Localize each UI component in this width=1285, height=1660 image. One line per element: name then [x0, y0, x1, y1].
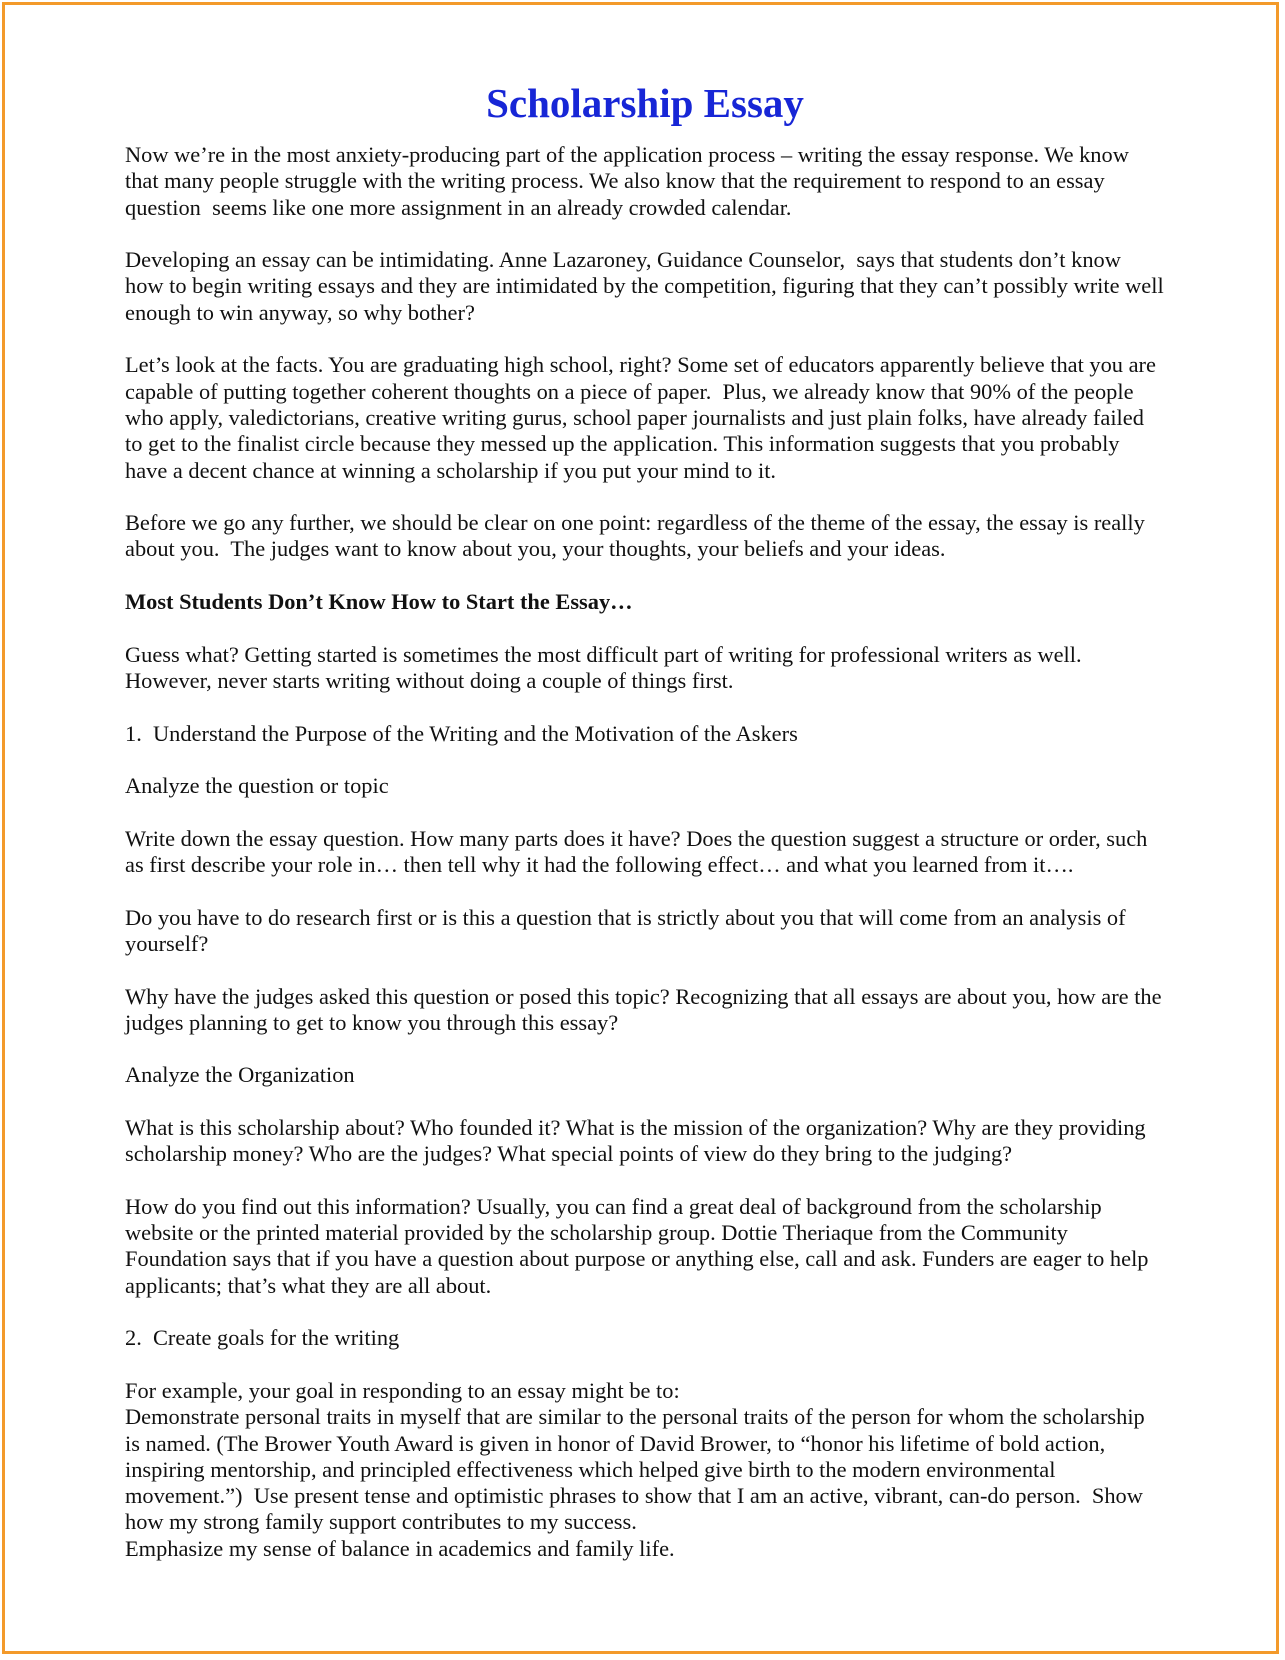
- example-intro-line: For example, your goal in responding to an essay might be to:: [125, 1377, 680, 1403]
- step-2-heading: 2. Create goals for the writing: [125, 1325, 400, 1351]
- step-1-heading: 1. Understand the Purpose of the Writing and the Motivation of the Askers: [125, 720, 798, 746]
- subheading-analyze-question: Analyze the question or topic: [125, 773, 389, 799]
- paragraph-facts: Let’s look at the facts. You are graduating high school, right? Some set of educators apparently believe that you are capable of putting together coherent thoughts on a piece of paper. Plus, we already know that 90% of the people who apply, valedictorians, creative writing gurus, school paper journalists and just plain folks, have already failed to get to the finalist circle because they messed up the application. This information suggests that you probably have a decent chance at winning a scholarship if you put your mind to it.: [125, 352, 1162, 483]
- example-goal-balance: Emphasize my sense of balance in academics and family life.: [125, 1535, 675, 1561]
- document-page: [125, 76, 1170, 1562]
- example-goal-traits: Demonstrate personal traits in myself that are similar to the personal traits of the person for whom the scholarship is named. (The Brower Youth Award is given in honor of David Brower, to “honor his lifetime of bold action, inspiring mentorship, and principled effectiveness which helped give birth to the modern environmental movement.”) Use present tense and optimistic phrases to show that I am an active, vibrant, can-do person. Show how my strong family support contributes to my success.: [125, 1404, 1151, 1535]
- paragraph-research: Do you have to do research first or is this a question that is strictly about you that will come from an analysis of yourself?: [125, 904, 1132, 956]
- subheading-analyze-organization: Analyze the Organization: [125, 1062, 355, 1088]
- paragraph-about-you: Before we go any further, we should be clear on one point: regardless of the theme of the essay, the essay is really about you. The judges want to know about you, your thoughts, your beliefs and your ideas.: [125, 510, 1151, 562]
- document-title: Scholarship Essay: [486, 80, 804, 126]
- paragraph-scholarship-about: What is this scholarship about? Who founded it? What is the mission of the organization? Why are they providing scholarship money? Who are the judges? What special points of view do they bring to the judging?: [125, 1114, 1152, 1167]
- paragraph-intro: Now we’re in the most anxiety-producing part of the application process – writing the essay response. We know that many people struggle with the writing process. We also know that the requirement to respond to an essay question seems like one more assignment in an already crowded calendar.: [125, 142, 1135, 220]
- paragraph-intimidating: Developing an essay can be intimidating. Anne Lazaroney, Guidance Counselor, says that students don’t know how to begin writing essays and they are intimidated by the competition, figuring that they can’t possibly write well enough to win anyway, so why bother?: [125, 247, 1170, 325]
- paragraph-why-judges: Why have the judges asked this question or posed this topic? Recognizing that all essays are about you, how are the judges planning to get to know you through this essay?: [125, 983, 1168, 1035]
- paragraph-getting-started: Guess what? Getting started is sometimes the most difficult part of writing for professional writers as well. However, never starts writing without doing a couple of things first.: [125, 641, 1088, 693]
- paragraph-write-question: Write down the essay question. How many parts does it have? Does the question suggest a structure or order, such as first describe your role in… then tell why it had the following effect… and what you learned from it….: [125, 825, 1153, 878]
- section-heading: Most Students Don’t Know How to Start the Essay…: [125, 589, 633, 615]
- paragraph-find-info: How do you find out this information? Usually, you can find a great deal of background from the scholarship website or the printed material provided by the scholarship group. Dottie Theriaque from the Community Foundation says that if you have a question about purpose or anything else, call and ask. Funders are eager to help applicants; that’s what they are all about.: [125, 1193, 1155, 1298]
